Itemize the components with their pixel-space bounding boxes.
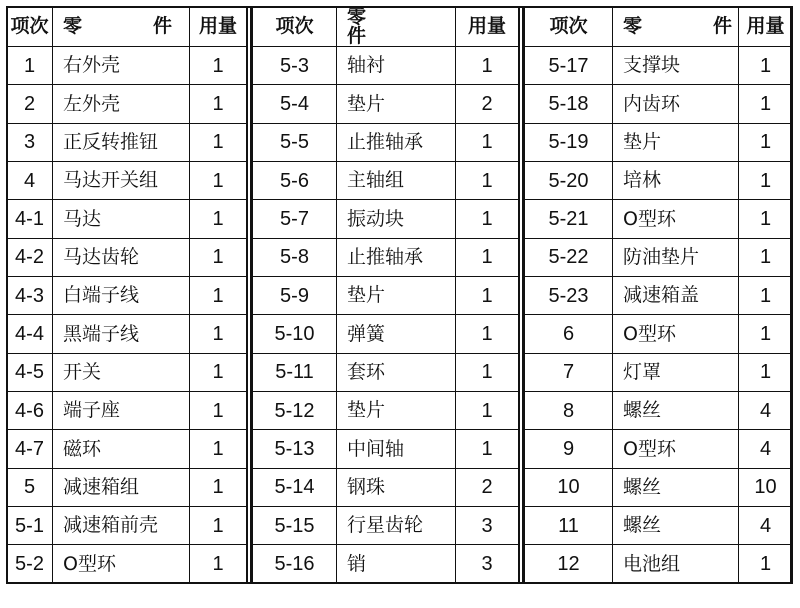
quantity-cell: 1 xyxy=(739,277,793,315)
part-name-cell: 右外壳 xyxy=(53,47,190,85)
quantity-cell: 1 xyxy=(190,468,247,506)
table-row xyxy=(7,47,247,85)
table-row xyxy=(525,353,793,391)
quantity-cell: 4 xyxy=(739,430,793,468)
item-number-cell: 7 xyxy=(525,353,613,391)
item-number-cell: 4-1 xyxy=(7,200,53,238)
item-number-cell: 9 xyxy=(525,430,613,468)
header-row xyxy=(253,7,519,47)
item-number-cell: 5-6 xyxy=(253,162,337,200)
item-number-cell: 5-3 xyxy=(253,47,337,85)
quantity-cell: 1 xyxy=(739,200,793,238)
quantity-cell: 1 xyxy=(739,545,793,584)
header-row xyxy=(7,7,247,47)
item-number-cell: 5-16 xyxy=(253,545,337,584)
table-row xyxy=(7,200,247,238)
part-name-cell: 套环 xyxy=(337,353,456,391)
item-number-cell: 5-11 xyxy=(253,353,337,391)
part-name-cell: 磁环 xyxy=(53,430,190,468)
item-number-cell: 5-18 xyxy=(525,85,613,123)
part-name-cell: 电池组 xyxy=(613,545,739,584)
quantity-cell: 1 xyxy=(190,507,247,545)
table-row xyxy=(7,507,247,545)
quantity-cell: 1 xyxy=(456,47,519,85)
table-row xyxy=(253,430,519,468)
item-number-cell: 2 xyxy=(7,85,53,123)
item-number-cell: 5 xyxy=(7,468,53,506)
item-number-cell: 5-22 xyxy=(525,238,613,276)
part-name-header: 零件 xyxy=(337,7,456,47)
item-number-cell: 5-17 xyxy=(525,47,613,85)
item-number-cell: 4-2 xyxy=(7,238,53,276)
part-name-cell: 弹簧 xyxy=(337,315,456,353)
quantity-cell: 1 xyxy=(190,545,247,584)
quantity-cell: 2 xyxy=(456,468,519,506)
item-number-cell: 5-21 xyxy=(525,200,613,238)
table-row xyxy=(525,468,793,506)
item-number-cell: 5-8 xyxy=(253,238,337,276)
part-name-cell: 左外壳 xyxy=(53,85,190,123)
parts-table xyxy=(524,6,793,584)
item-number-cell: 5-7 xyxy=(253,200,337,238)
table-row xyxy=(525,123,793,161)
item-number-cell: 1 xyxy=(7,47,53,85)
item-number-cell: 5-9 xyxy=(253,277,337,315)
quantity-cell: 3 xyxy=(456,507,519,545)
table-row xyxy=(525,200,793,238)
table-row xyxy=(525,430,793,468)
item-number-cell: 4-4 xyxy=(7,315,53,353)
quantity-cell: 1 xyxy=(190,430,247,468)
part-name-cell: 钢珠 xyxy=(337,468,456,506)
quantity-cell: 1 xyxy=(739,315,793,353)
table-row xyxy=(7,392,247,430)
part-name-cell: 行星齿轮 xyxy=(337,507,456,545)
quantity-cell: 4 xyxy=(739,392,793,430)
quantity-cell: 1 xyxy=(190,392,247,430)
table-row xyxy=(253,315,519,353)
part-name-cell: 正反转推钮 xyxy=(53,123,190,161)
table-row xyxy=(7,238,247,276)
part-name-cell: 马达 xyxy=(53,200,190,238)
quantity-cell: 1 xyxy=(739,238,793,276)
item-number-cell: 5-20 xyxy=(525,162,613,200)
quantity-cell: 1 xyxy=(739,353,793,391)
table-row xyxy=(7,430,247,468)
parts-list-document xyxy=(6,6,792,584)
part-name-cell: 马达齿轮 xyxy=(53,238,190,276)
part-name-cell: 防油垫片 xyxy=(613,238,739,276)
part-name-cell: 轴衬 xyxy=(337,47,456,85)
quantity-cell: 1 xyxy=(456,392,519,430)
part-name-cell: 开关 xyxy=(53,353,190,391)
parts-table-panel-1 xyxy=(6,6,246,584)
part-name-cell: 内齿环 xyxy=(613,85,739,123)
part-name-cell: 支撑块 xyxy=(613,47,739,85)
quantity-cell: 1 xyxy=(739,162,793,200)
quantity-cell: 1 xyxy=(190,277,247,315)
quantity-cell: 1 xyxy=(739,47,793,85)
part-name-header: 零 件 xyxy=(613,7,739,47)
item-number-cell: 5-13 xyxy=(253,430,337,468)
part-name-cell: 减速箱组 xyxy=(53,468,190,506)
table-row xyxy=(253,545,519,584)
quantity-cell: 1 xyxy=(456,353,519,391)
part-name-cell: 培林 xyxy=(613,162,739,200)
table-row xyxy=(525,315,793,353)
table-row xyxy=(525,392,793,430)
item-number-cell: 5-2 xyxy=(7,545,53,584)
quantity-cell: 1 xyxy=(739,85,793,123)
item-number-cell: 4-6 xyxy=(7,392,53,430)
table-row xyxy=(7,353,247,391)
part-name-cell: 止推轴承 xyxy=(337,123,456,161)
item-number-cell: 8 xyxy=(525,392,613,430)
item-number-cell: 5-1 xyxy=(7,507,53,545)
part-name-cell: 减速箱前壳 xyxy=(53,507,190,545)
quantity-cell: 1 xyxy=(190,238,247,276)
table-row xyxy=(253,353,519,391)
part-name-cell: 止推轴承 xyxy=(337,238,456,276)
item-number-cell: 4-7 xyxy=(7,430,53,468)
table-row xyxy=(253,162,519,200)
table-row xyxy=(7,468,247,506)
item-number-cell: 3 xyxy=(7,123,53,161)
quantity-cell: 1 xyxy=(456,123,519,161)
part-name-cell: 黑端子线 xyxy=(53,315,190,353)
part-name-cell: 灯罩 xyxy=(613,353,739,391)
item-number-cell: 5-19 xyxy=(525,123,613,161)
table-row xyxy=(253,200,519,238)
quantity-cell: 1 xyxy=(190,47,247,85)
quantity-cell: 1 xyxy=(739,123,793,161)
parts-table xyxy=(252,6,519,584)
parts-table-panel-2 xyxy=(252,6,518,584)
quantity-cell: 1 xyxy=(456,277,519,315)
quantity-header: 用量 xyxy=(739,7,793,47)
table-row xyxy=(7,545,247,584)
part-name-cell: 垫片 xyxy=(337,277,456,315)
item-no-header: 项次 xyxy=(7,7,53,47)
table-row xyxy=(525,47,793,85)
item-number-cell: 5-12 xyxy=(253,392,337,430)
table-row xyxy=(525,85,793,123)
table-row xyxy=(253,85,519,123)
item-number-cell: 4-5 xyxy=(7,353,53,391)
table-row xyxy=(525,238,793,276)
table-row xyxy=(253,238,519,276)
table-row xyxy=(7,85,247,123)
part-name-cell: 主轴组 xyxy=(337,162,456,200)
quantity-cell: 3 xyxy=(456,545,519,584)
part-name-cell: 减速箱盖 xyxy=(613,277,739,315)
part-name-cell: O型环 xyxy=(613,430,739,468)
part-name-cell: 垫片 xyxy=(337,392,456,430)
table-row xyxy=(253,123,519,161)
table-row xyxy=(7,162,247,200)
table-row xyxy=(253,392,519,430)
parts-table-panel-3 xyxy=(524,6,792,584)
quantity-cell: 1 xyxy=(190,85,247,123)
quantity-header: 用量 xyxy=(456,7,519,47)
part-name-header: 零 件 xyxy=(53,7,190,47)
parts-table xyxy=(6,6,247,584)
item-number-cell: 5-23 xyxy=(525,277,613,315)
item-number-cell: 5-5 xyxy=(253,123,337,161)
table-row xyxy=(253,277,519,315)
table-row xyxy=(525,162,793,200)
table-row xyxy=(253,47,519,85)
item-number-cell: 4-3 xyxy=(7,277,53,315)
table-row xyxy=(525,507,793,545)
item-number-cell: 5-10 xyxy=(253,315,337,353)
part-name-cell: 销 xyxy=(337,545,456,584)
part-name-cell: O型环 xyxy=(53,545,190,584)
table-row xyxy=(253,468,519,506)
item-number-cell: 12 xyxy=(525,545,613,584)
quantity-cell: 1 xyxy=(190,353,247,391)
item-number-cell: 6 xyxy=(525,315,613,353)
part-name-cell: O型环 xyxy=(613,200,739,238)
quantity-cell: 1 xyxy=(456,162,519,200)
quantity-cell: 4 xyxy=(739,507,793,545)
quantity-cell: 1 xyxy=(456,430,519,468)
item-number-cell: 11 xyxy=(525,507,613,545)
quantity-header: 用量 xyxy=(190,7,247,47)
part-name-cell: 垫片 xyxy=(337,85,456,123)
quantity-cell: 1 xyxy=(456,200,519,238)
item-number-cell: 5-4 xyxy=(253,85,337,123)
quantity-cell: 1 xyxy=(456,238,519,276)
quantity-cell: 1 xyxy=(190,200,247,238)
item-number-cell: 4 xyxy=(7,162,53,200)
quantity-cell: 2 xyxy=(456,85,519,123)
part-name-cell: 螺丝 xyxy=(613,507,739,545)
table-row xyxy=(525,545,793,584)
part-name-cell: 中间轴 xyxy=(337,430,456,468)
part-name-cell: 振动块 xyxy=(337,200,456,238)
quantity-cell: 10 xyxy=(739,468,793,506)
quantity-cell: 1 xyxy=(190,123,247,161)
quantity-cell: 1 xyxy=(456,315,519,353)
part-name-cell: 垫片 xyxy=(613,123,739,161)
item-number-cell: 10 xyxy=(525,468,613,506)
table-row xyxy=(7,123,247,161)
table-row xyxy=(253,507,519,545)
table-row xyxy=(7,277,247,315)
item-number-cell: 5-14 xyxy=(253,468,337,506)
item-number-cell: 5-15 xyxy=(253,507,337,545)
item-no-header: 项次 xyxy=(253,7,337,47)
part-name-cell: O型环 xyxy=(613,315,739,353)
quantity-cell: 1 xyxy=(190,162,247,200)
part-name-cell: 螺丝 xyxy=(613,392,739,430)
item-no-header: 项次 xyxy=(525,7,613,47)
part-name-cell: 马达开关组 xyxy=(53,162,190,200)
part-name-cell: 白端子线 xyxy=(53,277,190,315)
part-name-cell: 螺丝 xyxy=(613,468,739,506)
part-name-cell: 端子座 xyxy=(53,392,190,430)
quantity-cell: 1 xyxy=(190,315,247,353)
header-row xyxy=(525,7,793,47)
table-row xyxy=(7,315,247,353)
table-row xyxy=(525,277,793,315)
